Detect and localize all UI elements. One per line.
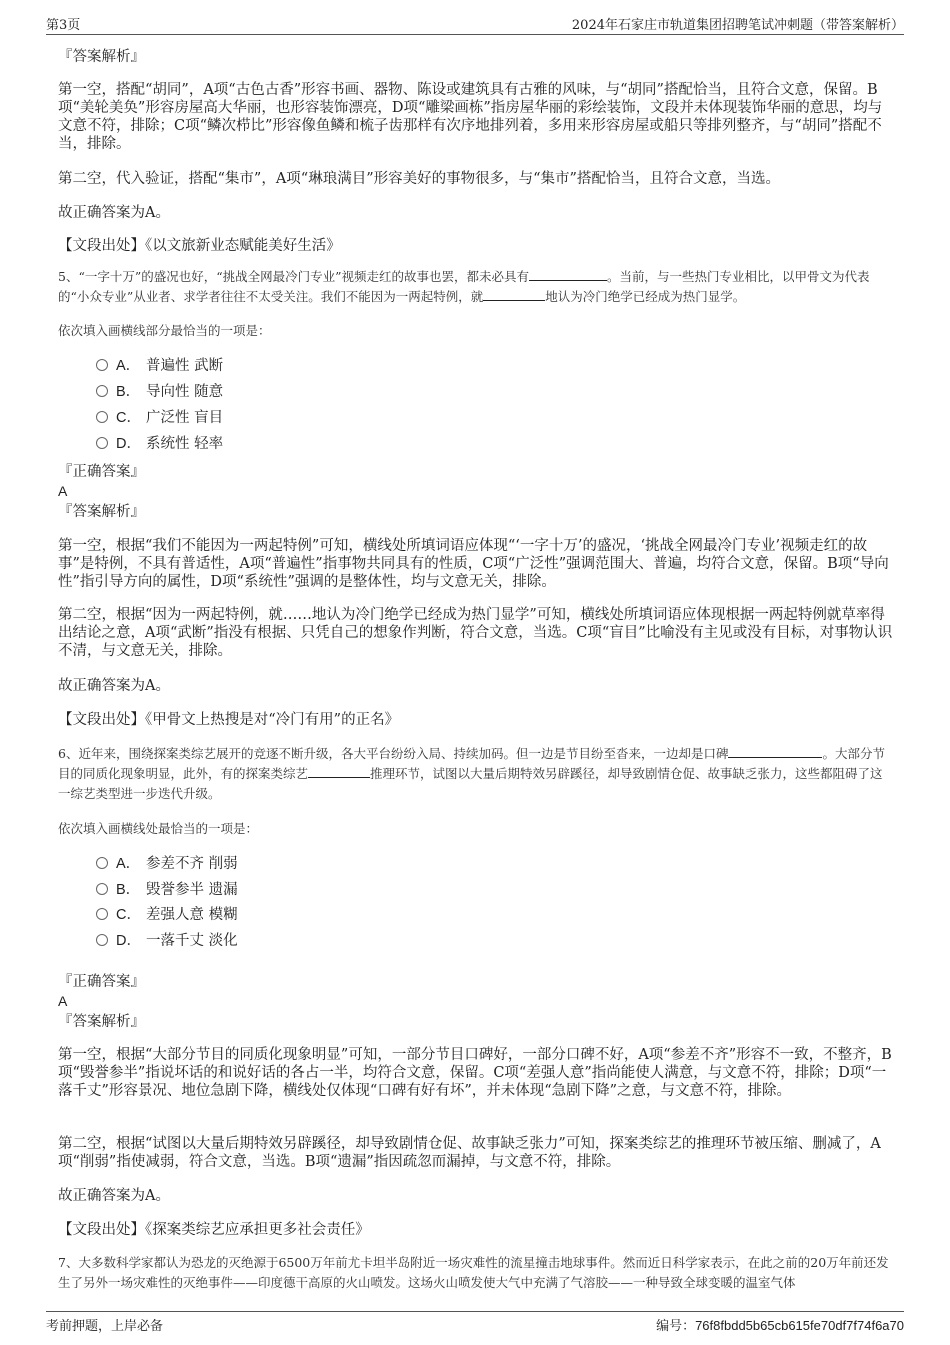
q6-analysis-p2: 第二空，根据“试图以大量后期特效另辟蹊径，却导致剧情仓促、故事缺乏张力”可知，探案类综艺的推理环节被压缩、删减了，A项“削弱”指使减弱，符合文意，当选。B项“遗漏”指因疏忽而漏掉，与文意不符，排除。 xyxy=(58,1136,881,1170)
page-footer xyxy=(46,1311,904,1334)
q6-option-b[interactable]: B． 毁誉参半 遗漏 xyxy=(96,881,238,899)
radio-icon[interactable] xyxy=(96,857,108,869)
q5-correct-label: 『正确答案』 xyxy=(58,464,145,480)
radio-icon[interactable] xyxy=(96,359,108,371)
q5-analysis-label: 『答案解析』 xyxy=(58,504,145,520)
q6-prompt: 依次填入画横线处最恰当的一项是： xyxy=(58,821,259,836)
q5-stem-part3: 地认为冷门绝学已经成为热门显学。 xyxy=(545,289,746,304)
q6-blank-2 xyxy=(308,764,370,778)
q5-stem xyxy=(58,267,894,307)
q5-stem-part2: 。当前，与一些热门专业相比，以甲骨文为代表的“小众专业”从业者、求学者往往不太受关注。我们不能因为一两起特例，就 xyxy=(58,269,870,304)
q6-answer: A xyxy=(58,993,68,1009)
radio-icon[interactable] xyxy=(96,883,108,895)
radio-icon[interactable] xyxy=(96,934,108,946)
q6-correct-label: 『正确答案』 xyxy=(58,974,145,990)
radio-icon[interactable] xyxy=(96,908,108,920)
q6-analysis-label: 『答案解析』 xyxy=(58,1014,145,1030)
document-code: 编号：76f8fbdd5b65cb615fe70df7f74f6a70 xyxy=(656,1318,904,1334)
q6-stem xyxy=(58,744,894,804)
q6-option-a[interactable]: A． 参差不齐 削弱 xyxy=(96,855,238,873)
q6-analysis-p3: 故正确答案为A。 xyxy=(58,1188,170,1204)
q5-option-d[interactable]: D． 系统性 轻率 xyxy=(96,435,223,453)
q6-blank-1 xyxy=(728,744,822,758)
q5-blank-1 xyxy=(529,267,607,281)
page-header xyxy=(46,12,904,35)
q7-stem: 7、大多数科学家都认为恐龙的灭绝源于6500万年前尤卡坦半岛附近一场灾难性的流星撞击地球事件。然而近日科学家表示，在此之前的20万年前还发生了另外一场灾难性的灭绝事件——印度德干高原的火山喷发。这场火山喷发使大气中充满了气溶胶——一种导致全球变暖的温室气体 xyxy=(58,1255,889,1290)
q6-option-d[interactable]: D． 一落千丈 淡化 xyxy=(96,932,238,950)
q5-option-c[interactable]: C． 广泛性 盲目 xyxy=(96,409,223,427)
q4-source: 【文段出处】《以文旅新业态赋能美好生活》 xyxy=(58,238,341,254)
q5-prompt: 依次填入画横线部分最恰当的一项是： xyxy=(58,323,271,338)
q5-stem-part1: 5、“一字十万”的盛况也好，“挑战全网最冷门专业”视频走红的故事也罢，都未必具有 xyxy=(58,269,530,284)
radio-icon[interactable] xyxy=(96,437,108,449)
q5-analysis-p1: 第一空，根据“我们不能因为一两起特例”可知，横线处所填词语应体现“‘一字十万’的盛况，‘挑战全网最冷门专业’视频走红的故事”是特例，不具有普适性，A项“普遍性”指事物共同具有的性质，C项“广泛性”强调范围大、普遍，均符合文意，保留。B项“导向性”指引导方向的属性，D项“系统性”强调的是整体性，均与文意无关，排除。 xyxy=(58,538,889,590)
q4-analysis-label: 『答案解析』 xyxy=(58,49,145,65)
q6-source: 【文段出处】《探案类综艺应承担更多社会责任》 xyxy=(58,1222,370,1238)
q6-stem-part2: 。大部分节目的同质化现象明显，此外，有的探案类综艺 xyxy=(58,746,885,781)
q5-source: 【文段出处】《甲骨文上热搜是对“冷门有用”的正名》 xyxy=(58,712,400,728)
q5-analysis-p2: 第二空，根据“因为一两起特例，就……地认为冷门绝学已经成为热门显学”可知，横线处所填词语应体现根据一两起特例就草率得出结论之意，A项“武断”指没有根据、只凭自己的想象作判断，符合文意，当选。C项“盲目”比喻没有主见或没有目标，对事物认识不清，与文意无关，排除。 xyxy=(58,607,893,659)
q5-analysis-p3: 故正确答案为A。 xyxy=(58,678,170,694)
q5-answer: A xyxy=(58,483,68,499)
radio-icon[interactable] xyxy=(96,411,108,423)
q4-analysis-p1: 第一空，搭配“胡同”，A项“古色古香”形容书画、器物、陈设或建筑具有古雅的风味，与“胡同”搭配恰当，且符合文意，保留。B项“美轮美奂”形容房屋高大华丽，也形容装饰漂亮，D项“雕梁画栋”指房屋华丽的彩绘装饰，文段并未体现装饰华丽的意思，均与文意不符，排除；C项“鳞次栉比”形容像鱼鳞和梳子齿那样有次序地排列着，多用来形容房屋或船只等排列整齐，与“胡同”搭配不当，排除。 xyxy=(58,82,883,152)
q5-blank-2 xyxy=(483,287,545,301)
q6-stem-part3: 推理环节，试图以大量后期特效另辟蹊径，却导致剧情仓促、故事缺乏张力，这些都阻碍了这一综艺类型进一步迭代升级。 xyxy=(58,766,883,801)
footer-slogan: 考前押题，上岸必备 xyxy=(46,1319,164,1334)
q6-analysis-p1: 第一空，根据“大部分节目的同质化现象明显”可知，一部分节目口碑好，一部分口碑不好，A项“参差不齐”形容不一致，不整齐，B项“毁誉参半”指说坏话的和说好话的各占一半，均符合文意，保留。C项“差强人意”指尚能使人满意，与文意不符，排除；D项“一落千丈”形容景况、地位急剧下降，横线处仅体现“口碑有好有坏”，并未体现“急剧下降”之意，与文意不符，排除。 xyxy=(58,1047,892,1099)
q5-option-a[interactable]: A． 普遍性 武断 xyxy=(96,357,223,375)
page-number: 第3页 xyxy=(46,18,81,33)
document-title: 2024年石家庄市轨道集团招聘笔试冲刺题（带答案解析） xyxy=(571,18,904,33)
q5-option-b[interactable]: B． 导向性 随意 xyxy=(96,383,223,401)
q6-option-c[interactable]: C． 差强人意 模糊 xyxy=(96,906,238,924)
q4-analysis-p2: 第二空，代入验证，搭配“集市”，A项“琳琅满目”形容美好的事物很多，与“集市”搭配恰当，且符合文意，当选。 xyxy=(58,171,780,187)
q4-analysis-p3: 故正确答案为A。 xyxy=(58,205,170,221)
q6-stem-part1: 6、近年来，围绕探案类综艺展开的竞逐不断升级，各大平台纷纷入局、持续加码。但一边是节目纷至沓来，一边却是口碑 xyxy=(58,746,729,761)
radio-icon[interactable] xyxy=(96,385,108,397)
